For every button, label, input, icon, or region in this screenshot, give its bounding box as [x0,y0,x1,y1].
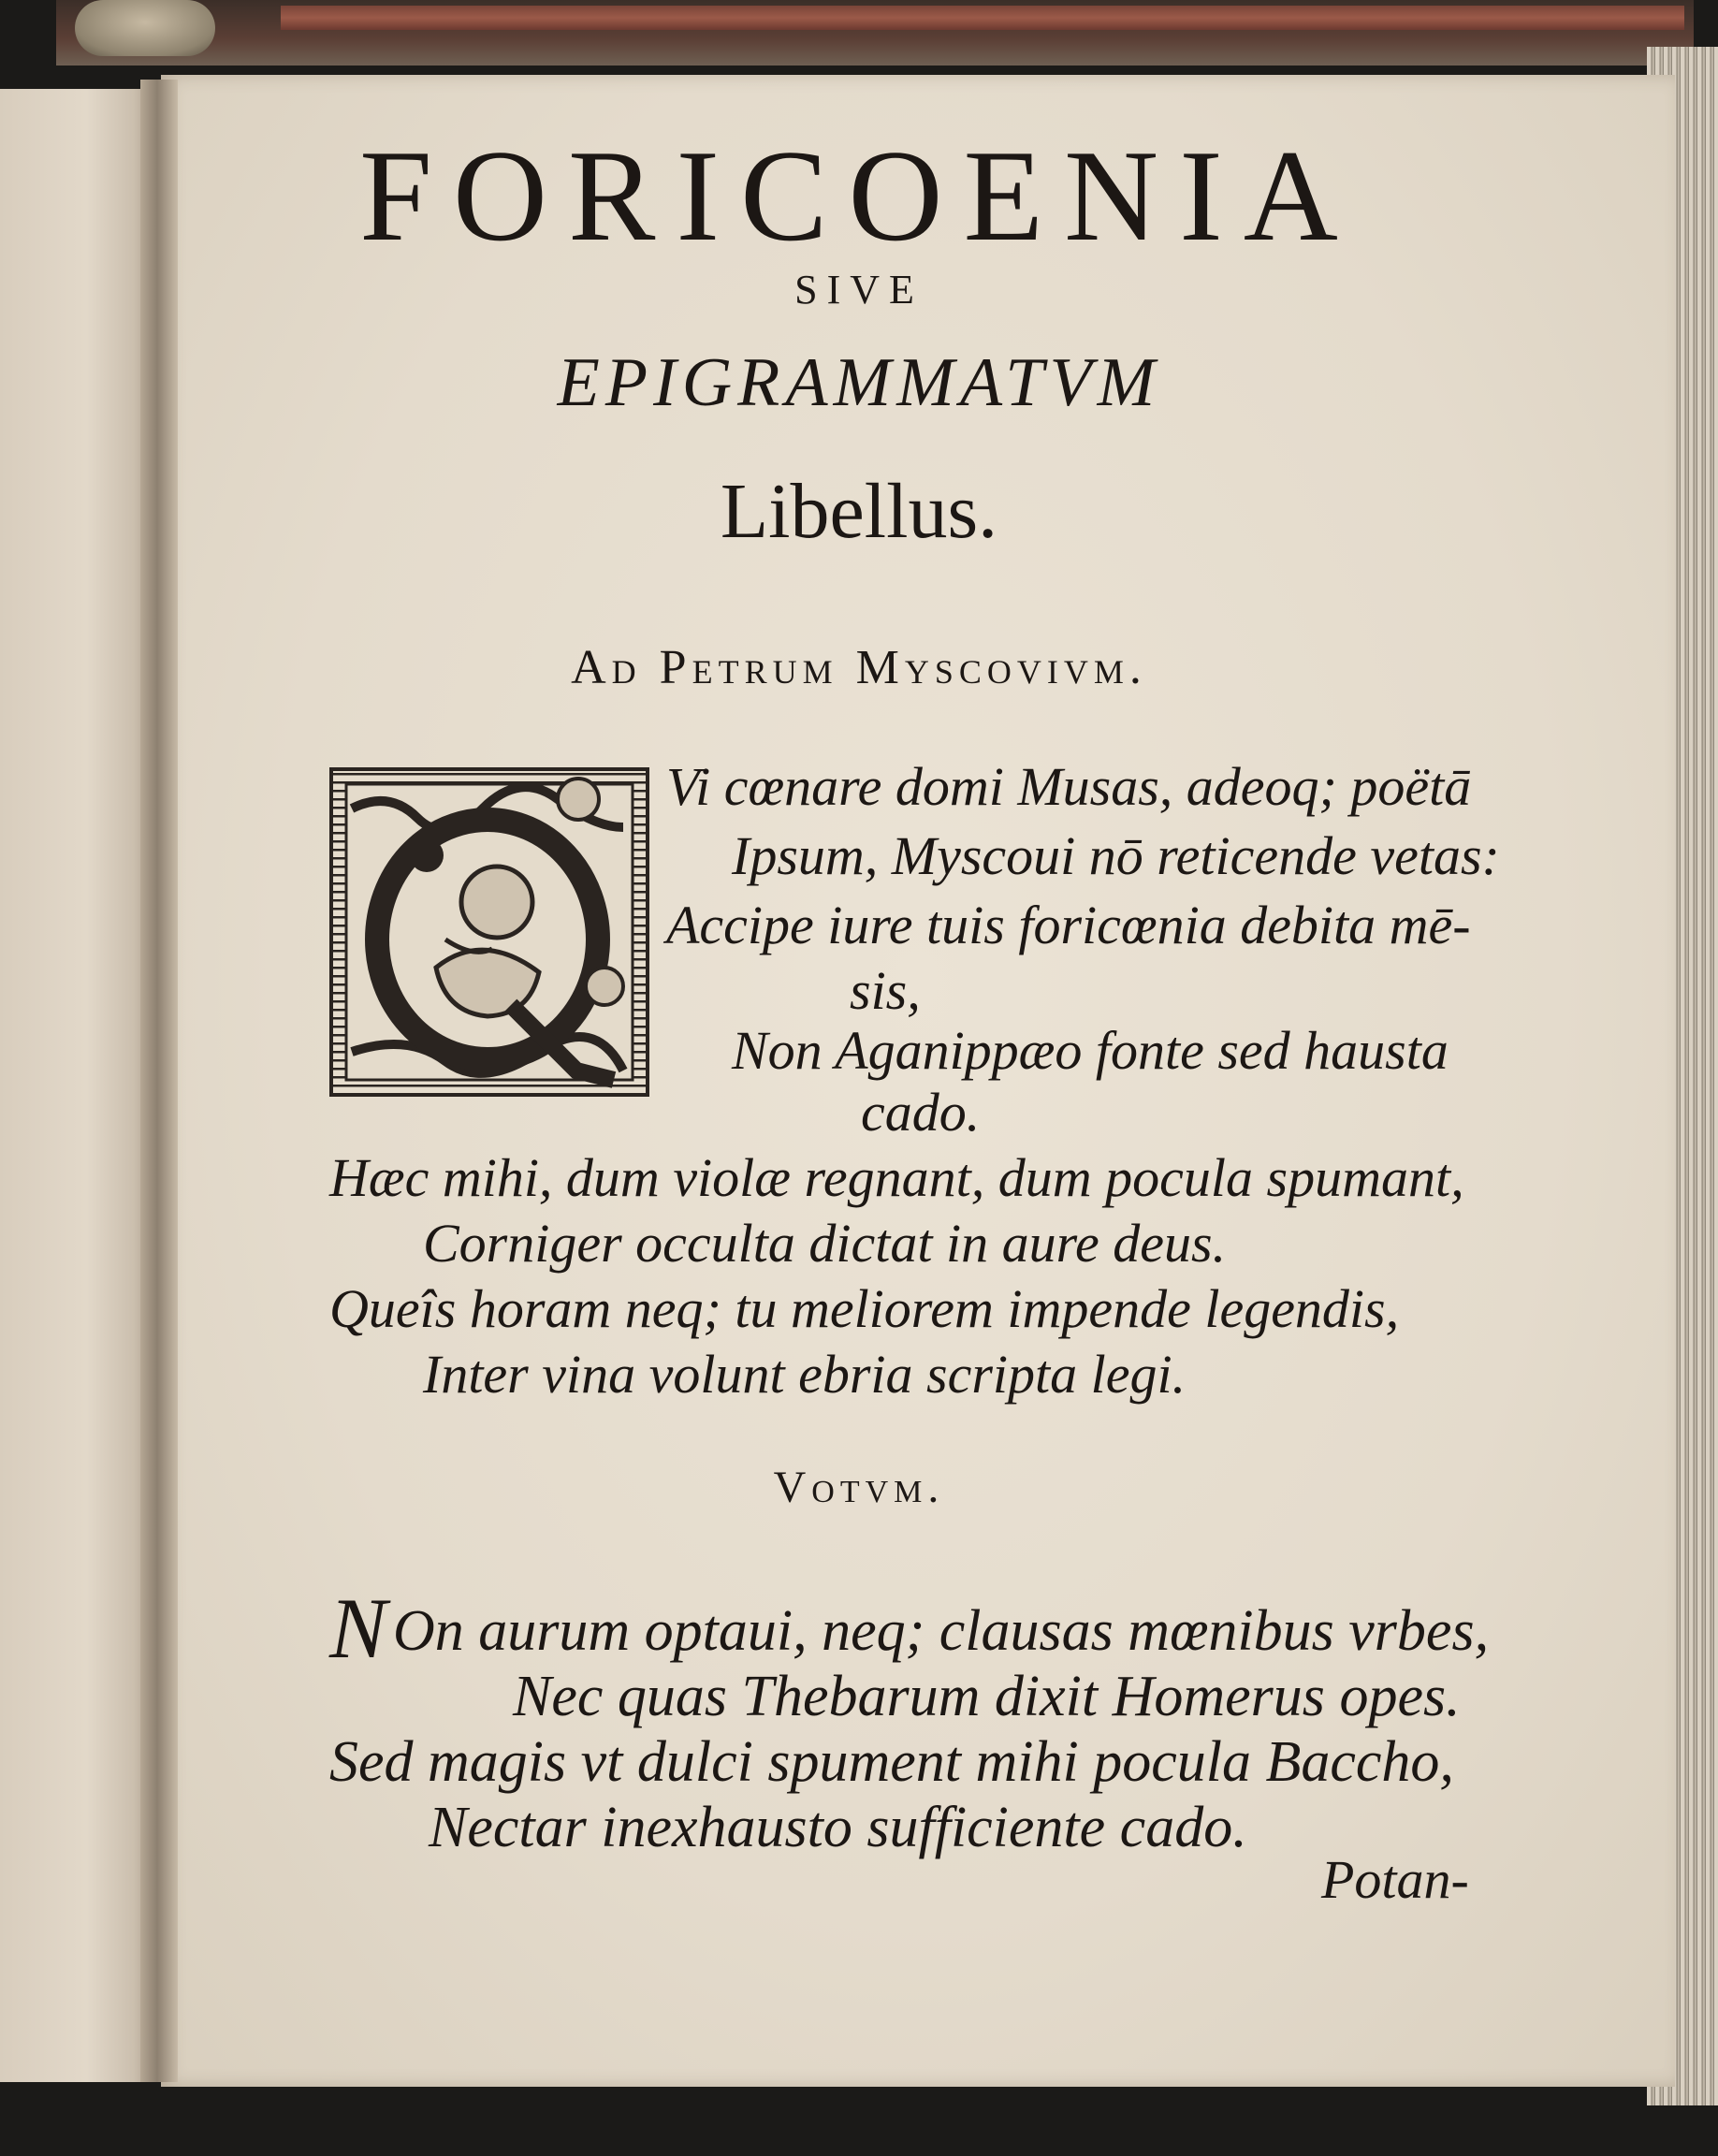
poem2-line-2: Nec quas Thebarum dixit Homerus opes. [513,1665,1461,1728]
poem1-line-1: Vi cœnare domi Musas, adeoq; poëtā [666,756,1472,817]
poem2-heading: Votvm. [773,1463,945,1512]
ornamental-initial-q-icon [329,767,649,1097]
poem1-line-2: Ipsum, Myscoui nō reticende vetas: [732,825,1500,886]
poem1-line-7: Hæc mihi, dum violæ regnant, dum pocula spumant, [329,1147,1464,1208]
subtitle-libellus: Libellus. [720,468,998,555]
poem2-line-1: On aurum optaui, neq; clausas mœnibus vrbes, [393,1599,1490,1663]
poem1-line-4: sis, [850,960,921,1021]
binding-knot [75,0,215,56]
subtitle-sive: SIVE [794,267,924,313]
poem1-line-5: Non Aganippæo fonte sed hausta [732,1020,1449,1081]
poem1-line-6: cado. [861,1082,981,1143]
poem1-heading: Ad Petrum Myscovivm. [571,641,1147,694]
poem1-line-3: Accipe iure tuis foricœnia debita mē- [666,895,1471,955]
poem2-line-4: Nectar inexhausto sufficiente cado. [429,1796,1247,1859]
poem2-line-3: Sed magis vt dulci spument mihi pocula Baccho, [329,1730,1454,1794]
poem1-line-10: Inter vina volunt ebria scripta legi. [423,1344,1187,1405]
poem2-initial: N [329,1581,387,1676]
poem1-line-8: Corniger occulta dictat in aure deus. [423,1213,1227,1274]
page-title: FORICOENIA [359,124,1359,269]
poem1-line-9: Queîs horam neq; tu meliorem impende legendis, [329,1278,1400,1339]
subtitle-epigram: EPIGRAMMATVM [557,344,1161,421]
catchword: Potan- [1321,1849,1469,1910]
spine-band [281,6,1684,30]
